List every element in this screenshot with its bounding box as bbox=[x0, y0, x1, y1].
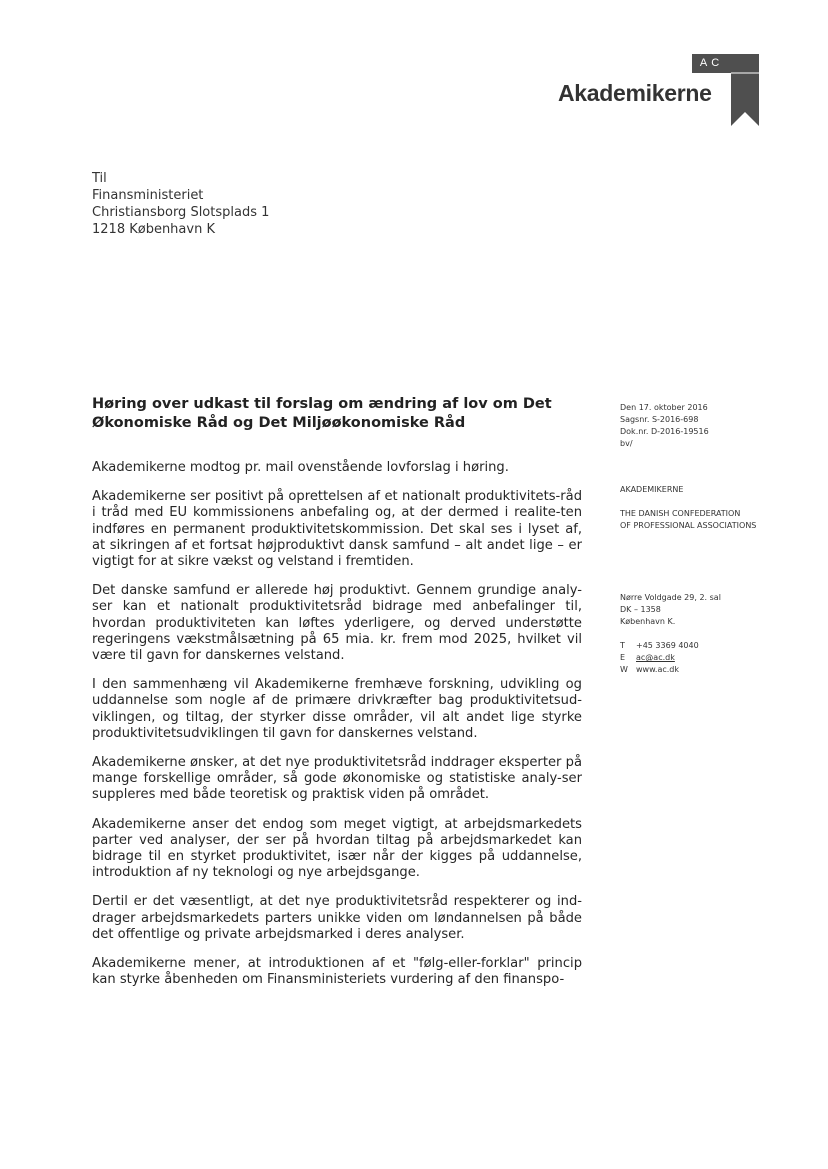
recipient-street: Christiansborg Slotsplads 1 bbox=[92, 205, 270, 220]
meta-doc-no: Dok.nr. D-2016-19516 bbox=[620, 427, 709, 436]
body-paragraph: Det danske samfund er allerede høj produktivt. Gennem grundige analy-ser kan et nationalt produktivitetsråd bidrage med anbefalinger til, hvordan produktiviteten kan løftes yderligere, og derved understøtte regeringens vækstmålsætning på 65 mia. kr. frem mod 2025, hvilket vil være til gavn for danskernes velstand. bbox=[92, 583, 582, 664]
web-label: W bbox=[620, 665, 628, 674]
recipient-address bbox=[92, 170, 269, 238]
body-paragraph: Dertil er det væsentligt, at det nye produktivitetsråd respekterer og ind-drager arbejdsmarkedets parters unikke viden om løndannelsen på både det offentlige og private arbejdsmarked i deres analyser. bbox=[92, 894, 582, 942]
meta-date: Den 17. oktober 2016 bbox=[620, 403, 708, 412]
body-paragraph: Akademikerne modtog pr. mail ovenstående lovforslag i høring. bbox=[92, 460, 509, 475]
body-paragraph: Akademikerne ønsker, at det nye produktivitetsråd inddrager eksperter på mange forskellige områder, så gode økonomiske og statistiske analy-ser suppleres med både teoretisk og praktisk viden på området. bbox=[92, 755, 582, 803]
body-paragraph: I den sammenhæng vil Akademikerne fremhæve forskning, udvikling og uddannelse som nogle af de primære drivkræfter bag produktivitetsud-viklingen, og tiltag, der styrker disse områder, vil alt andet lige styrke produktivitetsudviklingen til gavn for danskernes velstand. bbox=[92, 677, 582, 741]
org-english-line1: THE DANISH CONFEDERATION bbox=[620, 509, 741, 518]
logo-bookmark-icon bbox=[731, 54, 761, 126]
contact-phone: +45 3369 4040 bbox=[636, 641, 699, 650]
letter-title: Høring over udkast til forslag om ændring af lov om Det Økonomiske Råd og Det Miljøøkonomiske Råd bbox=[92, 396, 552, 431]
meta-case-no: Sagsnr. S-2016-698 bbox=[620, 415, 699, 424]
logo-badge: AC bbox=[692, 54, 731, 73]
logo-wordmark: Akademikerne bbox=[558, 80, 712, 106]
contact-email-link[interactable]: ac@ac.dk bbox=[636, 653, 675, 662]
org-name: AKADEMIKERNE bbox=[620, 485, 684, 494]
letter-meta bbox=[620, 402, 709, 450]
body-paragraph: Akademikerne ser positivt på oprettelsen af et nationalt produktivitets-råd i tråd med EU kommissionens anbefaling og, at der dermed i realite-ten indføres en permanent produktivitetskommission. Det skal ses i lyset af, at sikringen af et fortsat højproduktivt dansk samfund – alt andet lige – er vigtigt for at sikre vækst og velstand i fremtiden. bbox=[92, 489, 582, 570]
contact-postal: DK – 1358 bbox=[620, 605, 661, 614]
meta-initials: bv/ bbox=[620, 439, 633, 448]
body-paragraph: Akademikerne anser det endog som meget vigtigt, at arbejdsmarkedets parter ved analyser, der ser på hvordan tiltag på arbejdsmarkedet kan bidrage til en styrket produktivitet, især når der kigges på uddannelse, introduktion af ny teknologi og nye arbejdsgange. bbox=[92, 816, 582, 881]
contact-web-link[interactable]: www.ac.dk bbox=[636, 665, 679, 674]
recipient-city: 1218 København K bbox=[92, 222, 215, 237]
body-paragraph: Akademikerne mener, at introduktionen af et "følg-eller-forklar" princip kan styrke åbenheden om Finansministeriets vurdering af den finanspo- bbox=[92, 956, 582, 988]
letter-body bbox=[92, 460, 582, 1001]
akademikerne-logo bbox=[555, 54, 763, 126]
email-label: E bbox=[620, 653, 626, 662]
contact-street: Nørre Voldgade 29, 2. sal bbox=[620, 593, 721, 602]
recipient-org: Finansministeriet bbox=[92, 188, 204, 203]
recipient-to: Til bbox=[92, 171, 107, 186]
contact-city: København K. bbox=[620, 617, 676, 626]
contact-info bbox=[620, 592, 721, 676]
org-english-line2: OF PROFESSIONAL ASSOCIATIONS bbox=[620, 521, 757, 530]
org-info bbox=[620, 484, 756, 532]
phone-label: T bbox=[620, 641, 625, 650]
